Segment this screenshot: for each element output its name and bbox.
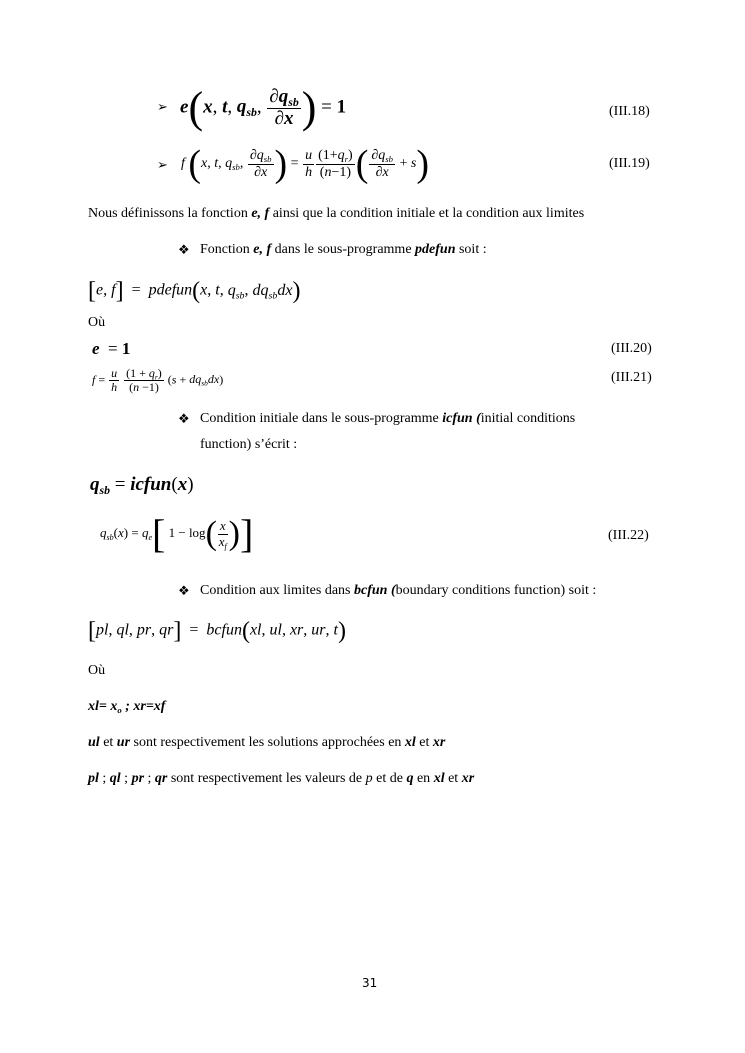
equation-number: (III.22) xyxy=(608,528,649,543)
equation-iii-21: f = $\frac{u}{h}$ $\frac{(1 + q_r)}{(n -1)}$ $(s + dq_{sb}dx)$ xyxy=(92,366,224,395)
diamond-bullet-icon: ❖ xyxy=(178,583,190,598)
arrow-bullet-icon: ➢ xyxy=(157,99,168,114)
equation-number: (III.19) xyxy=(609,156,650,171)
bullet-icfun-line1: Condition initiale dans le sous-programme icfun (initial conditions xyxy=(200,411,576,426)
page-number: 31 xyxy=(362,976,378,990)
ul-ur-description: ul et ur sont respectivement les solutions approchées en xl et xr xyxy=(88,735,446,750)
bcfun-call: [pl, ql, pr, qr] = bcfun(xl, ul, xr, ur, t) xyxy=(88,618,346,644)
ou-label: Où xyxy=(88,663,106,678)
diamond-bullet-icon: ❖ xyxy=(178,411,190,426)
equation-number: (III.21) xyxy=(611,370,652,385)
bullet-pdefun: Fonction e, f dans le sous-programme pdefun soit : xyxy=(200,242,487,257)
icfun-equation: $q_{sb}$ = icfun(x) xyxy=(90,474,194,498)
equation-iii-22: $q_{sb}(x) = q_e$[ 1 − log( $\frac{x}{x_f}$ )] xyxy=(100,511,254,556)
ou-label: Où xyxy=(88,315,106,330)
equation-number: (III.18) xyxy=(609,104,650,119)
arrow-bullet-icon: ➢ xyxy=(157,157,168,172)
x-definitions: $xl= x_o$ ; xr=xf xyxy=(88,699,166,716)
bullet-bcfun: Condition aux limites dans bcfun (boundary conditions function) soit : xyxy=(200,583,597,598)
bullet-icfun-line2: function) s’écrit : xyxy=(200,437,298,452)
pl-ql-description: pl ; ql ; pr ; qr sont respectivement les valeurs de p et de q en xl et xr xyxy=(88,771,475,786)
equation-iii-18: e(x, t, $q_{sb}$, $\frac{\partial q_{sb}}{\partial x}$ ) = 1 xyxy=(180,83,347,132)
equation-number: (III.20) xyxy=(611,341,652,356)
equation-iii-20: e = 1 xyxy=(92,339,131,358)
intro-paragraph: Nous définissons la fonction e, f ainsi que la condition initiale et la condition aux limites xyxy=(88,206,585,221)
equation-iii-19: f (x, t, $q_{sb}$, $\frac{\partial q_{sb}}{\partial x}$ ) = $\frac{u}{h}$ $\frac{(1+q_r)}{(n-1)}$ ( $\frac{\partial q_{sb}}{\partial x}$ + s) xyxy=(181,143,429,185)
diamond-bullet-icon: ❖ xyxy=(178,242,190,257)
pdefun-call: [e, f] = pdefun(x, t, $q_{sb}$, $dq_{sb}dx$) xyxy=(88,278,301,304)
